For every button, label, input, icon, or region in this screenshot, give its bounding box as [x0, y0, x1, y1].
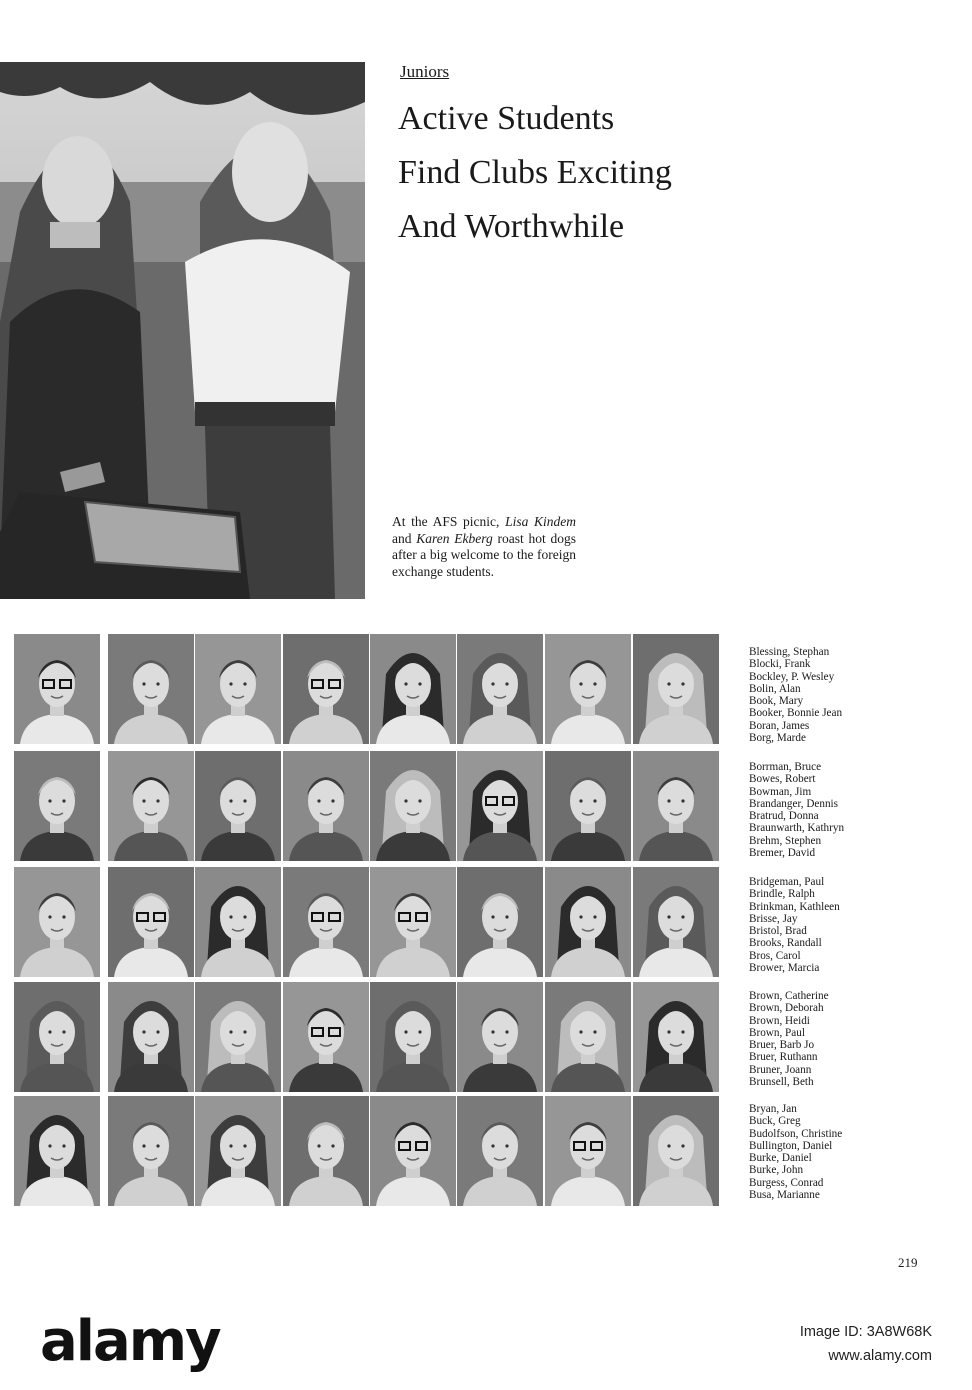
- student-name: Brisse, Jay: [749, 912, 798, 925]
- student-portrait: [545, 867, 631, 977]
- roster-row-3: [749, 876, 840, 974]
- student-portrait: [457, 1096, 543, 1206]
- student-portrait: [370, 634, 456, 744]
- student-name: Burke, John: [749, 1164, 804, 1177]
- student-portrait: [108, 1096, 194, 1206]
- headline-line: Find Clubs Exciting: [398, 154, 672, 191]
- student-name: Bowman, Jim: [749, 785, 812, 798]
- roster-row-2: [749, 761, 844, 859]
- student-portrait: [633, 1096, 719, 1206]
- caption-name: Karen Ekberg: [416, 530, 493, 546]
- student-portrait: [633, 982, 719, 1092]
- student-name: Booker, Bonnie Jean: [749, 707, 843, 720]
- page-headline: [398, 92, 672, 254]
- student-name: Brown, Heidi: [749, 1014, 810, 1027]
- student-portrait: [283, 982, 369, 1092]
- page-number: 219: [898, 1255, 918, 1270]
- student-name: Bowes, Robert: [749, 773, 816, 786]
- student-portrait: [14, 634, 100, 744]
- student-name: Budolfson, Christine: [749, 1127, 843, 1140]
- student-name: Boran, James: [749, 719, 810, 732]
- student-portrait: [457, 867, 543, 977]
- student-name: Brunsell, Beth: [749, 1076, 814, 1089]
- student-name: Brown, Paul: [749, 1026, 805, 1039]
- student-name: Bruner, Joann: [749, 1063, 812, 1076]
- student-name: Bullington, Daniel: [749, 1139, 833, 1152]
- student-portrait: [108, 751, 194, 861]
- portrait-row: [14, 1096, 718, 1206]
- student-name: Brown, Catherine: [749, 990, 829, 1002]
- student-name: Brehm, Stephen: [749, 834, 822, 847]
- headline-line: And Worthwhile: [398, 208, 625, 245]
- student-name: Buck, Greg: [749, 1115, 801, 1128]
- student-name: Brower, Marcia: [749, 962, 820, 975]
- student-portrait: [108, 867, 194, 977]
- student-name: Bruer, Ruthann: [749, 1051, 818, 1064]
- student-name: Bridgeman, Paul: [749, 876, 825, 888]
- photo-caption: At the AFS picnic, Lisa Kindem and Karen Ekberg roast hot dogs after a big welcome to the foreign exchange students.: [392, 514, 577, 579]
- portrait-grid: [14, 634, 718, 1210]
- watermark-meta: [800, 1320, 932, 1368]
- student-portrait: [108, 982, 194, 1092]
- student-portrait: [283, 1096, 369, 1206]
- student-portrait: [545, 634, 631, 744]
- alamy-logo: alamy: [40, 1309, 220, 1374]
- image-id: Image ID: 3A8W68K: [799, 1324, 932, 1340]
- student-name: Blessing, Stephan: [749, 646, 830, 658]
- student-name: Braunwarth, Kathryn: [749, 822, 845, 835]
- section-label: Juniors: [400, 62, 450, 81]
- portrait-row: [14, 634, 718, 744]
- student-name: Bockley, P. Wesley: [749, 670, 835, 683]
- student-name: Brinkman, Kathleen: [749, 900, 840, 913]
- student-name: Blocki, Frank: [749, 658, 811, 671]
- student-portrait: [283, 751, 369, 861]
- student-portrait: [195, 1096, 281, 1206]
- student-name: Bros, Carol: [749, 949, 801, 962]
- headline-line: Active Students: [398, 100, 615, 137]
- caption-name: Lisa Kindem: [505, 514, 576, 529]
- student-portrait: [545, 982, 631, 1092]
- student-name: Brindle, Ralph: [749, 888, 815, 901]
- student-portrait: [283, 634, 369, 744]
- picnic-photo: [0, 62, 365, 599]
- student-portrait: [370, 1096, 456, 1206]
- student-portrait: [457, 634, 543, 744]
- portrait-row: [14, 751, 718, 861]
- student-portrait: [283, 867, 369, 977]
- student-portrait: [545, 1096, 631, 1206]
- site-url[interactable]: www.alamy.com: [828, 1348, 932, 1364]
- student-name: Borg, Marde: [749, 732, 806, 745]
- student-portrait: [195, 634, 281, 744]
- student-name: Bristol, Brad: [749, 925, 807, 938]
- student-portrait: [195, 982, 281, 1092]
- student-portrait: [633, 634, 719, 744]
- student-portrait: [108, 634, 194, 744]
- student-name: Bratrud, Donna: [749, 810, 819, 823]
- student-portrait: [633, 751, 719, 861]
- student-name: Borrman, Bruce: [749, 761, 822, 773]
- student-portrait: [14, 982, 100, 1092]
- roster-row-4: [749, 990, 829, 1088]
- student-portrait: [370, 751, 456, 861]
- student-portrait: [370, 867, 456, 977]
- student-portrait: [457, 751, 543, 861]
- roster-row-1: [749, 646, 842, 744]
- student-portrait: [195, 867, 281, 977]
- student-name: Burgess, Conrad: [749, 1176, 824, 1189]
- student-name: Bolin, Alan: [749, 682, 801, 695]
- student-portrait: [545, 751, 631, 861]
- student-portrait: [457, 982, 543, 1092]
- student-portrait: [14, 867, 100, 977]
- student-portrait: [195, 751, 281, 861]
- student-name: Bruer, Barb Jo: [749, 1039, 815, 1052]
- student-name: Brown, Deborah: [749, 1002, 824, 1015]
- student-name: Busa, Marianne: [749, 1189, 820, 1202]
- portrait-row: [14, 867, 718, 977]
- student-name: Bryan, Jan: [749, 1103, 797, 1115]
- student-name: Brandanger, Dennis: [749, 797, 839, 810]
- portrait-row: [14, 982, 718, 1092]
- student-portrait: [14, 1096, 100, 1206]
- student-name: Brooks, Randall: [749, 937, 822, 950]
- student-portrait: [370, 982, 456, 1092]
- student-portrait: [633, 867, 719, 977]
- student-name: Burke, Daniel: [749, 1152, 812, 1165]
- student-portrait: [14, 751, 100, 861]
- roster-row-5: [749, 1103, 842, 1201]
- student-name: Bremer, David: [749, 847, 816, 860]
- student-name: Book, Mary: [749, 695, 804, 708]
